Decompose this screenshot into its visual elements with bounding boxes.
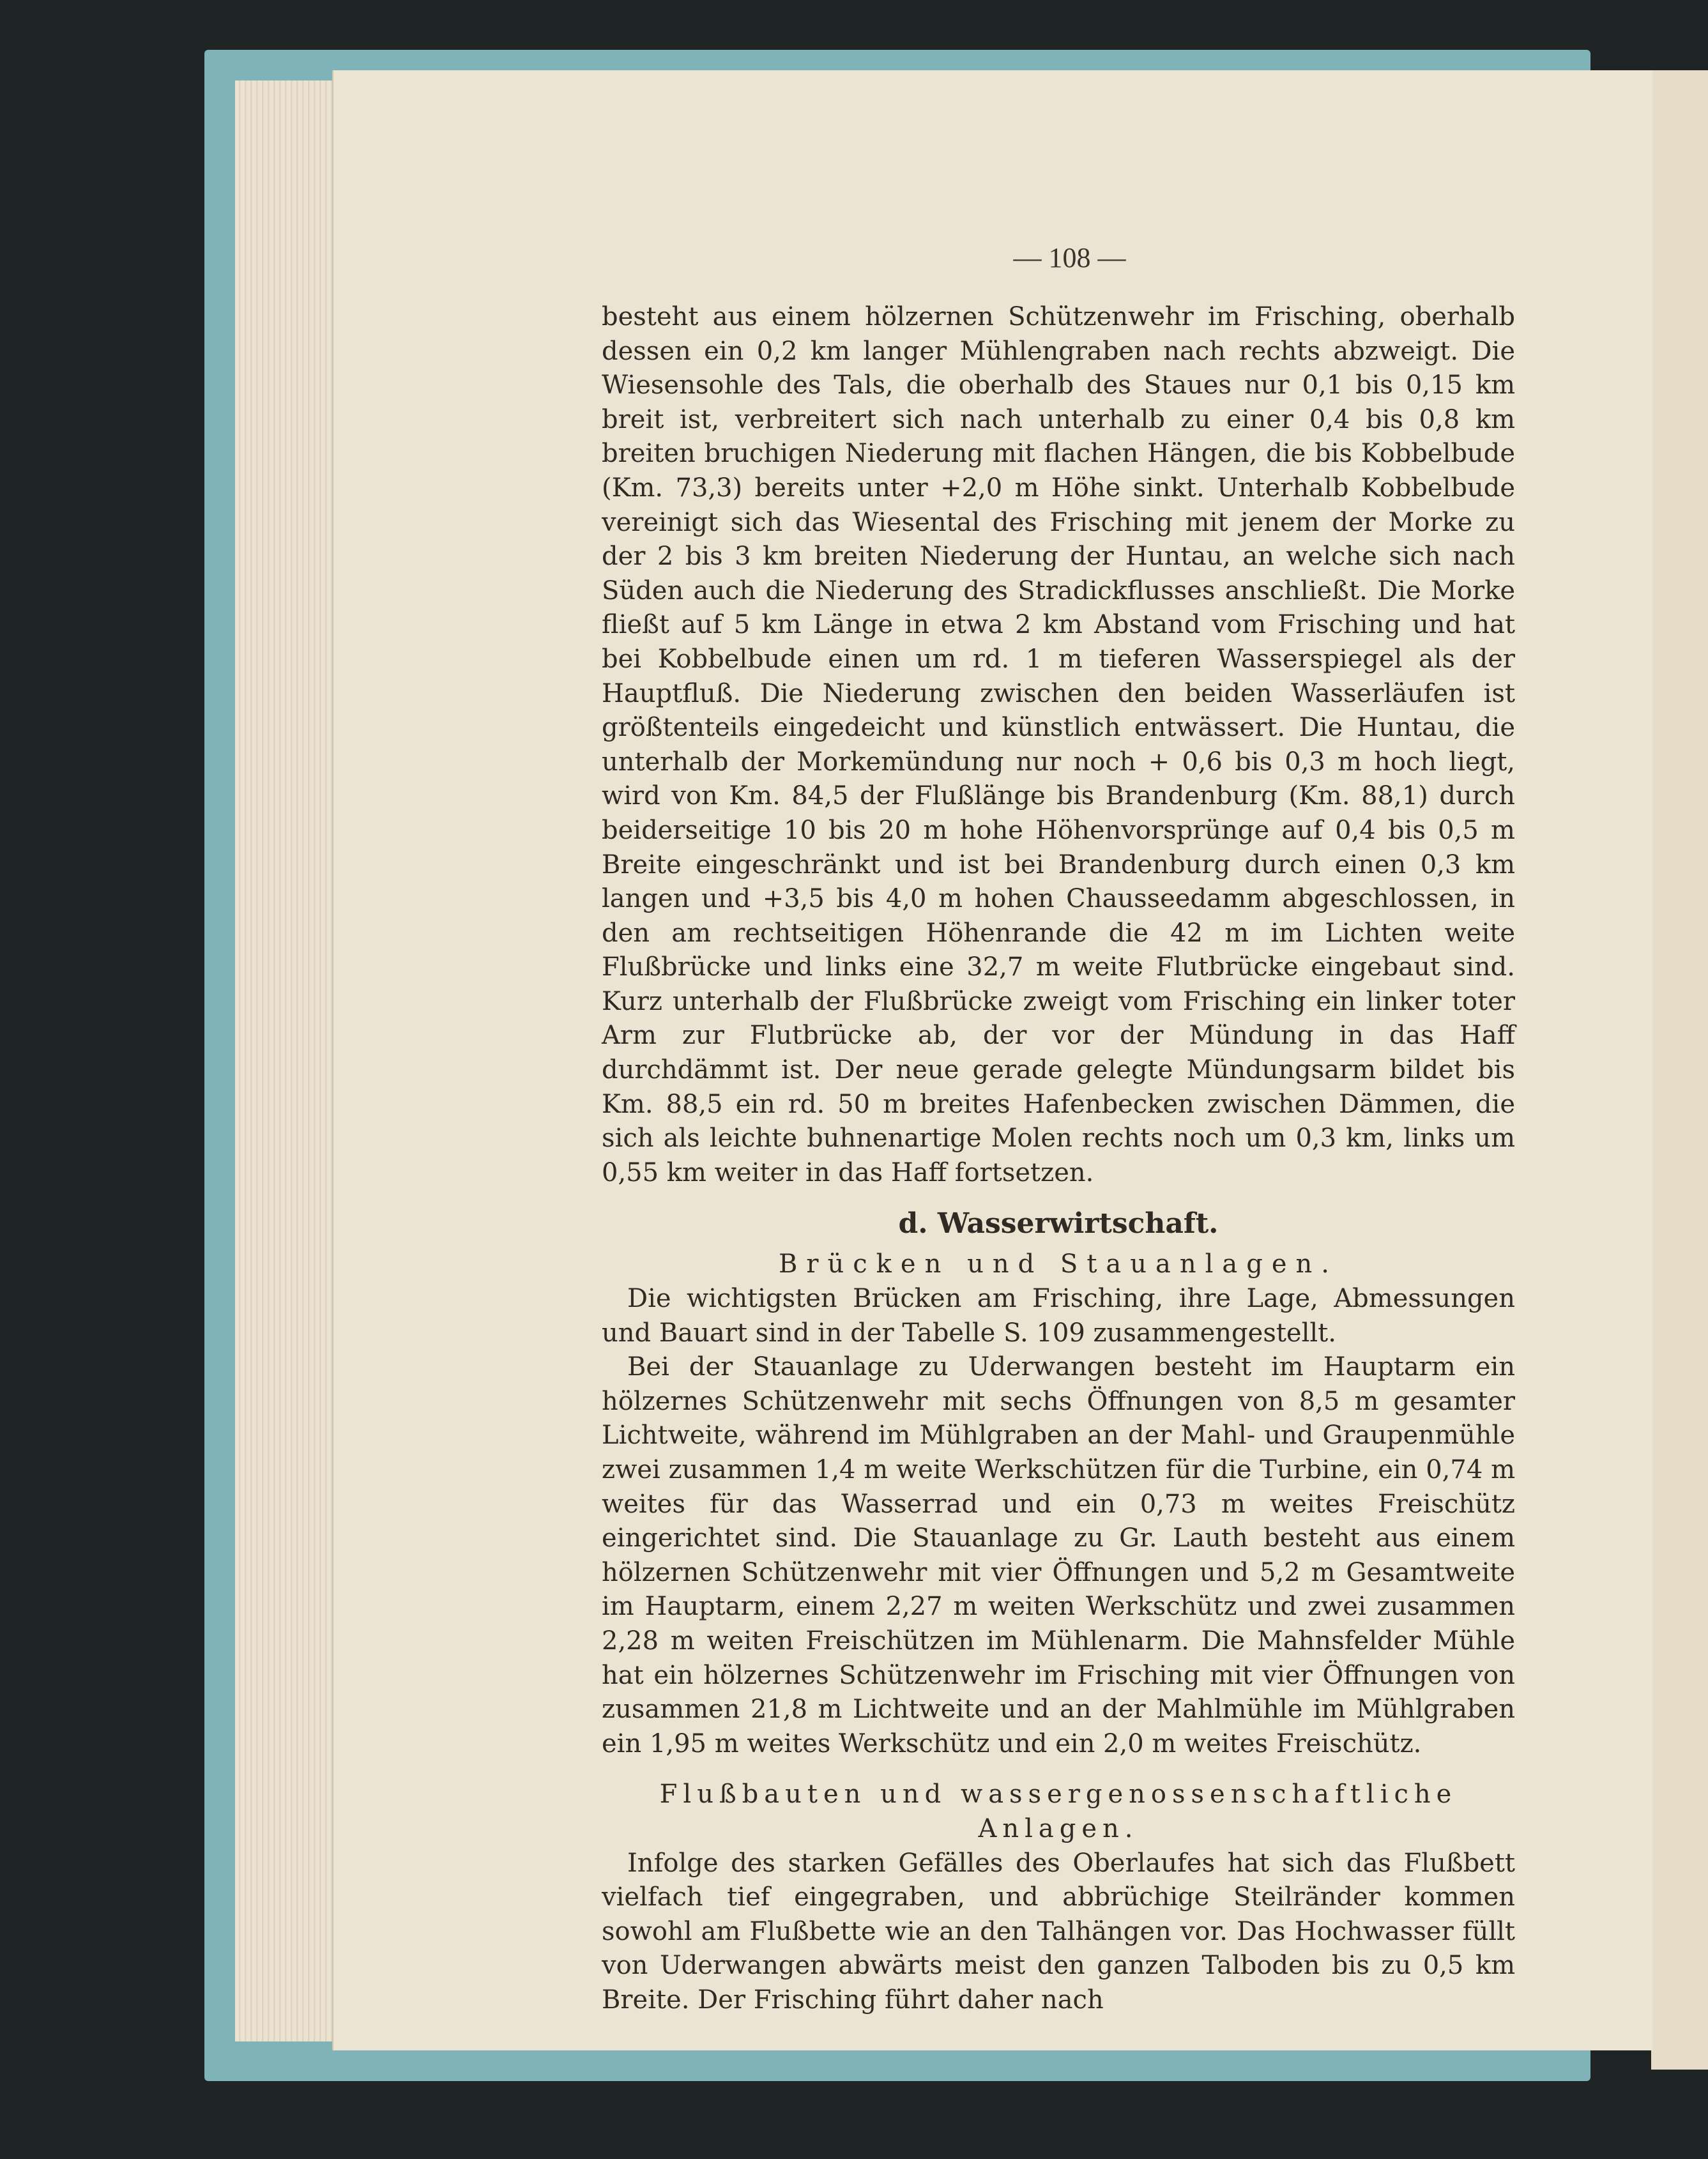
facing-page-edge <box>1651 70 1708 2070</box>
paragraph-continuation: besteht aus einem hölzernen Schützenwehr im Frisching, oberhalb dessen ein 0,2 km langer Mühlengraben nach rechts abzweigt. Die Wiesensohle des Tals, die oberhalb des Staues nur 0,1 bis 0,15 km breit ist, verbreitert sich nach unterhalb zu einer 0,4 bis 0,8 km breiten bruchigen Niederung mit flachen Hängen, die bis Kobbelbude (Km. 73,3) bereits unter +2,0 m Höhe sinkt. Unterhalb Kobbelbude vereinigt sich das Wiesental des Frisching mit jenem der Morke zu der 2 bis 3 km breiten Niederung der Huntau, an welche sich nach Süden auch die Niederung des Stradickflusses anschließt. Die Morke fließt auf 5 km Länge in etwa 2 km Abstand vom Frisching und hat bei Kobbelbude einen um rd. 1 m tieferen Wasserspiegel als der Hauptfluß. Die Niederung zwischen den beiden Wasserläufen ist größtenteils eingedeicht und künstlich entwässert. Die Huntau, die unterhalb der Morkemündung nur noch + 0,6 bis 0,3 m hoch liegt, wird von Km. 84,5 der Flußlänge bis Brandenburg (Km. 88,1) durch beiderseitige 10 bis 20 m hohe Höhenvorsprünge auf 0,4 bis 0,5 m Breite eingeschränkt und ist bei Brandenburg durch einen 0,3 km langen und +3,5 bis 4,0 m hohen Chausseedamm abgeschlossen, in den am rechtseitigen Höhenrande die 42 m im Lichten weite Flußbrücke und links eine 32,7 m weite Flutbrücke eingebaut sind. Kurz unterhalb der Flußbrücke zweigt vom Frisching ein linker toter Arm zur Flutbrücke ab, der vor der Mündung in das Haff durchdämmt ist. Der neue gerade gelegte Mündungsarm bildet bis Km. 88,5 ein rd. 50 m breites Hafenbecken zwischen Dämmen, die sich als leichte buhnenartige Molen rechts noch um 0,3 km, links um 0,55 km weiter in das Haff fortsetzen. <box>602 302 1515 1187</box>
paragraph-bridges: Die wichtigsten Brücken am Frisching, ihre Lage, Abmessungen und Bauart sind in der Tabelle S. 109 zusammengestellt. <box>602 1284 1515 1348</box>
page-number: — 108 — <box>1013 242 1126 273</box>
page-text <box>602 300 1515 2018</box>
subheading-river-works: Flußbauten und wassergenossenschaftliche Anlagen. <box>659 1780 1458 1843</box>
paragraph-river-works: Infolge des starken Gefälles des Oberlaufes hat sich das Flußbett vielfach tief eingegraben, und abbrüchige Steilränder kommen sowohl am Flußbette wie an den Talhängen vor. Das Hochwasser füllt von Uderwangen abwärts meist den ganzen Talboden bis zu 0,5 km Breite. Der Frisching führt daher nach <box>602 1848 1515 2015</box>
subheading-bridges: Brücken und Stauanlagen. <box>779 1249 1338 1279</box>
book-page <box>332 70 1652 2050</box>
page-edges <box>235 80 337 2041</box>
paragraph-weirs: Bei der Stauanlage zu Uderwangen besteht im Hauptarm ein hölzernes Schützenwehr mit sechs Öffnungen von 8,5 m gesamter Lichtweite, während im Mühlgraben an der Mahl- und Graupenmühle zwei zusammen 1,4 m weite Werkschützen für die Turbine, ein 0,74 m weites für das Wasserrad und ein 0,73 m weites Freischütz eingerichtet sind. Die Stauanlage zu Gr. Lauth besteht aus einem hölzernen Schützenwehr mit vier Öffnungen und 5,2 m Gesamtweite im Hauptarm, einem 2,27 m weiten Werkschütz und zwei zusammen 2,28 m weiten Freischützen im Mühlenarm. Die Mahnsfelder Mühle hat ein hölzernes Schützenwehr im Frisching mit vier Öffnungen von zusammen 21,8 m Lichtweite und an der Mahlmühle im Mühlgraben ein 1,95 m weites Werkschütz und ein 2,0 m weites Freischütz. <box>602 1352 1515 1758</box>
section-heading: d. Wasserwirtschaft. <box>898 1207 1219 1240</box>
